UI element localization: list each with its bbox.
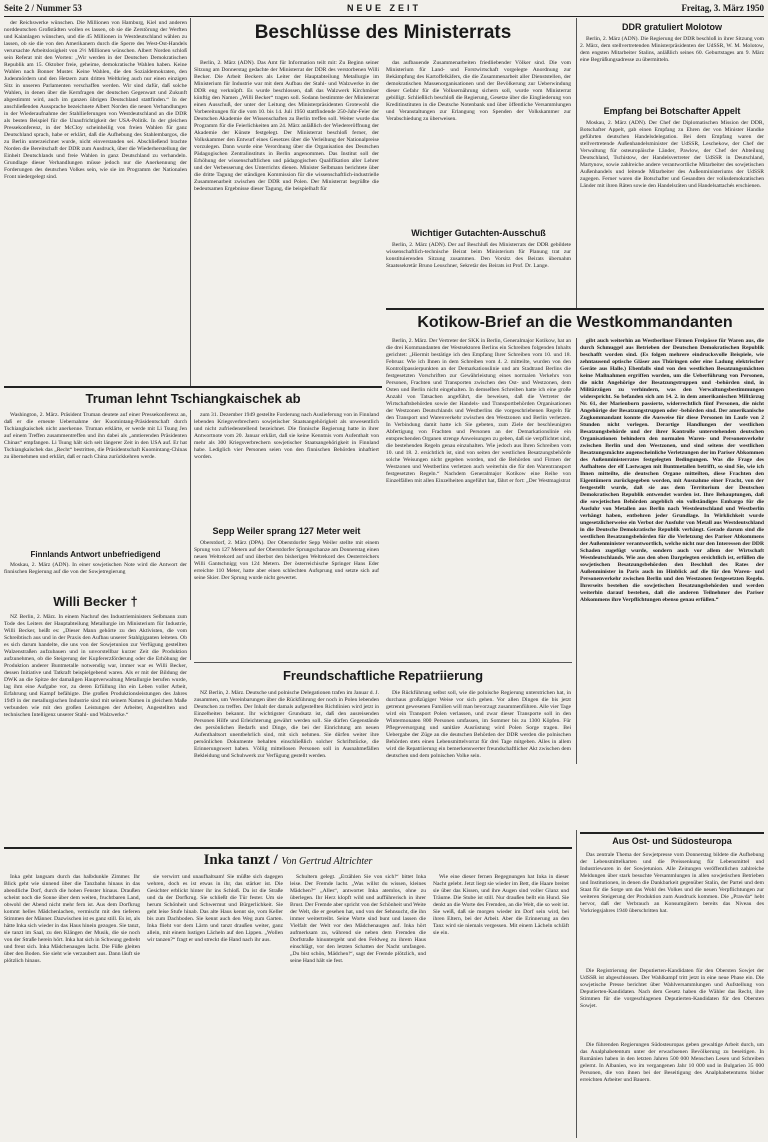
headline-inka: Inka tanzt / Von Gertrud Altrichter: [203, 852, 373, 868]
article-sepp-weiler: Oberstdorf, 2. März (DPA). Der Oberstdorfer Sepp Weiler stellte mit einem Sprung von 127 Metern auf der Oberstdorfer Sprungschanze am Donnerstag einen neuen Weltrekord auf und überbot den bisherigen Weltrekord des Oesterreichers Willi Gantschnigg von 124 Metern. Der österreichische Springer Hans Eder erreichte 110 Meter, hatte aber einen schlechten Aufsprung und setzte sich auf seine Skier. Der Sprung wurde nicht gewertet.: [194, 540, 379, 581]
column-divider: [576, 18, 577, 308]
column-divider: [576, 830, 577, 1138]
headline-truman: Truman lehnt Tschiangkaischek ab: [85, 391, 301, 406]
column-divider: [190, 410, 191, 660]
story-inka-col1: Inka geht langsam durch das halbdunkle Zimmer. Ihr Blick geht wie sinnend über die Tanzbahn hinaus in das abendliche Dorf, durch die hohen Fenster hinaus. Draußen scheint noch die Sonne über dem weiten, fruchtbaren Land, obwohl der Abend nicht mehr fern ist. Aus dem Dorfkrug kommt helles Mädchenlachen, vermischt mit den tieferen Stimmen der Männer. Dazwischen ist es ganz still. Es ist, als hätte Inka sich wieder in das Haus hinein gezogen. Sie tanzt, sie tanzt im Saal, zu den Klängen der Musik, die sie noch von der Straße herein hört. Inka hat sich in Schwung gedreht und freut sich. Inka Mädchenaugen lacht. Die Füße gleiten über den Boden. Sie sieht wie verzaubert aus. Dann läuft sie plötzlich hinaus.: [4, 874, 140, 964]
section-rule: [4, 386, 382, 388]
headline-molotow: DDR gratuliert Molotow: [622, 22, 722, 32]
issue-date: Freitag, 3. März 1950: [681, 3, 764, 13]
headline-becker: Willi Becker †: [53, 594, 138, 609]
headline-gutachten: Wichtiger Gutachten-Ausschuß: [411, 228, 546, 238]
story-inka-col4: Wie eine dieser fernen Begegnungen hat Inka in dieser Nacht gelebt. Jetzt liegt sie wieder im Bett, die Haare breitet sie über das Kissen, und ihre Augen sind voller Glanz und Träume. Die Stube ist still. Nur draußen bellt ein Hund. Sie denkt an die Worte des Fremden, an die Welt, die so weit ist. Sie weiß, daß sie morgen wieder im Dorf sein wird, bei ihren Eltern, bei der Arbeit. Aber die Erinnerung an den Tanz wird sie niemals vergessen. Mit einem Lächeln schläft sie ein.: [433, 874, 569, 936]
article-ministerrat-col1: Berlin, 2. März (ADN). Das Amt für Information teilt mit: Zu Beginn seiner Sitzung am Donnerstag gedachte der Ministerrat der DDR des verstorbenen Willi Becker. Die Arbeit Beckers als Leiter der Hauptabteilung Metallurgie im Ministerium für Industrie war mit dem Aufbau der Stahl- und Walzwerke in der DDR eng verknüpft. Es wurde beschlossen, daß das Walzwerk Kirchmöser künftig den Namen „Willi Becker“ tragen soll. Sodann bestimmte der Ministerrat einen Ausschuß, der unter der Leitung des Ministerpräsidenten Grotewohl die Vorbereitungen für die vom 10. bis 14. Juli 1950 stattfindende 250-Jahr-Feier der Deutschen Akademie der Wissenschaften zu Berlin treffen soll. Weiter wurde das Programm für die Feierlichkeiten am 24. März anläßlich der Wiedereröffnung der Akademie der Künste festgelegt. Der Ministerrat beschloß ferner, der Volkskammer den Entwurf eines Gesetzes über die Verleihung der Nationalpreise vorzulegen. Dann wurde eine Verordnung über die Organisation des Deutschen Pädagogischen Zentralinstituts in Berlin angenommen. Das Institut soll der Erhöhung der wissenschaftlichen und pädagogischen Qualifikation aller Lehrer und der Verbesserung des Unterrichts dienen. Minister Selbmann berichtete über die dritte Tagung der ständigen Kommission für die wissenschaftlich-industrielle Zusammenarbeit zwischen der DDR und Polen. Der Ministerrat begrüßte die bedeutsamen Ergebnisse dieser Tagung, die beispielhaft für: [194, 60, 379, 192]
article-gutachten: Berlin, 2. März (ADN). Der auf Beschluß des Ministerrats der DDR gebildete wissenschaftlich-technische Beirat beim Ministerium für Planung trat zur konstituierenden Sitzung zusammen. Den Vorsitz des Beirats übernahm Staatssekretär Bruno Leuschner, Sekretär des Beirats ist Prof. Dr. Lange.: [386, 242, 571, 269]
page-number: Seite 2 / Nummer 53: [4, 3, 82, 13]
newspaper-page: [4, 2, 764, 1140]
article-osteuropa-1: Das zentrale Thema der Sowjetpresse vom Donnerstag bildete die Aufhebung der Lebensmittelkarten und die Preissenkung für Lebensmittel und Industriewaren in der Sowjetunion. Alle Zeitungen veröffentlichen zahlreiche Meldungen über stark besuchte Versammlungen in allen sowjetischen Betrieben und Institutionen, in denen die Dankbarkeit gegenüber Stalin, der Partei und dem Staat für die Sorge um das Wohl des Volkes und die neuen Verpflichtungen zur weiteren Steigerung der Produktion zum Ausdruck kommen. Die „Prawda“ hebt hervor, daß der Verbrauch an Konsumgütern bereits das Niveau des Vorkriegsjahres 1940 überschritten hat.: [580, 852, 764, 914]
section-rule: [194, 662, 572, 663]
masthead: [4, 2, 764, 17]
article-norden: der Reichswerke wünschen. Die Millionen von Hamburg, Kiel und anderen norddeutschen Großstädten wollen es lassen, ob sie die Zerstörung der Werften und Kaianlagen wünschen, und die 45 Millionen in Westdeutschland wählen zu lassen, ob sie die von den Amerikanern durch die Sperre des West-Ost-Handels verursachte Arbeitslosigkeit von 2½ Millionen wünschen. Albert Norden schloß sein Referat mit den Worten: „Wir werden in der Deutschen Demokratischen Republik am 15. Oktober freie, geheime, demokratische Wahlen haben. Keine Wahlen nach Bonner Muster. Keine Wahlen, die den Sozialdemokraten, den Judenmördern und den Hetzern zum dritten Weltkrieg auch nur einen einzigen Sitz in unseren Parlamenten verschaffen werden. Wir sind dafür, daß solche Wahlen, in denen über die Kernfragen der deutschen Gegenwart und Zukunft abgestimmt wird, auch im ganzen übrigen Deutschland stattfinden.“ In der anschließenden Aussprache bezeichnete Albert Norden die neuen Verhandlungen in der Wiederaufnahme der Stahllieferungen von Westdeutschland an die DDR als besten Beispiel für die Unaufrichtigkeit der USA-Politik. In der gleichen Pressekonferenz, in der McCloy scheinheilig von freien Wahlen für ganz Deutschland sprach, habe er erklärt, daß die Aufhebung des Stahlembargos, die zu Berlin unterzeichnet wurde, nicht einverstanden sei. Abschließend brachte Norden die Bereitschaft der DDR zum Ausdruck, über die Wiederherstellung der Einheit Deutschlands und freie Wahlen in ganz Deutschland zu verhandeln. Grundlage dieser Verhandlungen müsse jedoch nur die Anerkennung der Forderungen des deutschen Volkes sein, wie sie im Programm der Nationalen Front niedergelegt sind.: [4, 20, 187, 180]
article-becker: NZ Berlin, 2. März. In einem Nachruf des Industrieministers Selbmann zum Tode des Leiters der Hauptabteilung Metallurgie im Ministerium für Industrie, Willi Becker, heißt es: „Dieser Mann gehörte zu den Aktivisten, die vom Schreibtisch aus und in der Praxis den Aufbau unserer Stahlgiganten leiteten. Ob es sich darum handelte, die uns von der Sowjetunion zur Verfügung gestellten Walzenstraßen aufzubauen und in unvorstellbar kurzer Zeit die Produktion aufzunehmen, ob die Steigerung der Kupfererzförderung oder die Erhöhung der Produktion anderer Buntmetalle notwendig war, immer war es Willi Becker, dessen Initiative und Tatkraft beispielgebend waren. Als er mit der Bildung der DWK an die Spitze der damaligen Hauptverwaltung Metallurgie berufen wurde, lag ihm eine Aufgabe vor, zu deren Erfüllung ihn ein Leben voller Arbeit, Erfahrung und Kampf befähigte. Die großen Produktionsleistungen des Jahres 1949 in der metallurgischen Industrie sind mit seinem Namen in gleichem Maße verbunden wie mit den großen Leistungen der Arbeiter, Angestellten und technischen Intelligenz unserer Stahl- und Walzwerke.“: [4, 614, 187, 718]
headline-finnland: Finnlands Antwort unbefriedigend: [30, 550, 161, 559]
article-repatriierung-col2: Die Rückführung selbst soll, wie die polnische Regierung unterstrichen hat, in durchaus großzügiger Weise vor sich gehen. Vor allen Dingen die bis jetzt getrennt gewesenen Familien will man bevorzugt zusammenführen. Alle vier Tage wird ein Transport Polen verlassen, und zwar dieser Transporte soll in den Wintermonaten 800 Personen umfassen, im Sommer bis zu 1300 Köpfen. Für Pflegeversorgung und sanitäre Ausrüstung wird Polen Sorge tragen. Bei Uebergabe der Züge an die deutschen Behörden der DDR werden die polnischen Behörden stets einen Lebensmittelvorrat für drei Tage mitgeben. Alles in allem wird die Repatriierung ein bemerkenswerter freundschaftlicher Akt zwischen dem deutschen und dem polnischen Volke sein.: [386, 690, 571, 759]
story-inka-col2: sie verwirrt und unaufhaltsam! Sie müßte sich dagegen wehren, doch es ist etwas in ihr, das stärker ist. Die Gesichter erblickt hinter ihr ins Schloß. Da ist die Straße und da der Dorfkrug. Sie schließt die Tür fester. Um sie herum Schönheit und Schwermut und Bürgerlichkeit. Sie geht leise Stufe hinab. Das alte Haus kennt sie, vom Keller bis zum Dachboden. Sie kennt auch den Weg zum Garten. Inka flieht vor dem Lärm und tanzt draußen weiter, ganz allein, mit einem lustigen Lächeln auf den Lippen. „Wollen wir tanzen?“ fragt er und streckt die Hand nach ihr aus.: [147, 874, 283, 943]
newspaper-name: NEUE ZEIT: [346, 3, 421, 13]
article-kotikow-col2: gibt auch weiterhin an Westberliner Firmen Freipässe für Waren aus, die durch Schmuggel aus Betrieben der Deutschen Demokratischen Republik beschafft worden sind. (Es folgen mehrere eindrucksvolle Beispiele, wie zehntausend optische Gläser aus Thüringen oder eine Ladung elektrischer Geräte aus Halle.) Ebenfalls sind von den westlichen Besatzungsmächten keine Maßnahmen ergriffen worden, um die Ueberführung von Personen, die nicht Angehörige der Besatzungstruppen und -behörden sind, in Militärzügen zu verhindern, was den Verwaltungsbestimmungen widerspricht. So befanden sich am 14. 2. in dem amerikanischen Militärzug Nr. 61, der Marienborn passierte, widerrechtlich fünf Personen, die nicht Angehörige der Besatzungstruppen oder -behörden sind. Der amerikanische Zugkommandant konnte die Ausweise für diese Personen im Laufe von 2 Stunden nicht vorlegen. Derartige Handlungen der westlichen Besatzungsbehörde und der ihrer Kontrolle unterstehenden deutschen Organisationen behindern den normalen Waren- und Personenverkehr zwischen Berlin und den Westzonen, und sind seitens der westlichen Besatzungsmächte augenscheinliche Verletzungen der im Pariser Abkommen des Außenministerrates festgelegten Bedingungen. Was die Frage des Aufhaltens der elf Lastwagen mit Buntmetallen betrifft, so sind Sie, wie ich Ihnen mitteilte, die deutschen Organe mitteilten, diese Frachten den Eigentümern zurückgegeben worden, mit Ausnahme einer Fracht, von der festgestellt wurde, daß sie aus dem Territorium der Deutschen Demokratischen Republik entwendet worden ist. Ihre Behauptungen, daß die sowjetischen Behörden angeblich ein vollständiges Embargo für die Ausfuhr von Metallen aus Berlin nach Westdeutschland und Westberlin verhängt haben, entbehren jeder Grundlage. In Wirklichkeit wurde ungesetzlicherweise ein Verbot der Ausfuhr von Metall aus Westdeutschland in die Deutsche Demokratische Republik verhängt. Gerade darum sind die westlichen Besatzungsbehörden für die Verletzung des Pariser Abkommens der Außenminister verantwortlich, welche nicht nur den Interessen der DDR Schaden zugefügt wurde, sondern auch vor allem der Wirtschaft Westdeutschlands. Wie aus den oben Dargelegten ersichtlich ist, erfüllen die sowjetischen Besatzungsbehörden den Beschluß des Rates der Außenminister in Paris auch im Hinblick auf die für den Waren- und Personenverkehr zwischen Berlin und den Westzonen festgesetzten Regeln. Ihrerseits bestehen die sowjetischen Besatzungsbehörden und werden weiterhin darauf bestehen, daß die anderen Teilnehmer des Pariser Abkommens ihre Verpflichtungen ebenso genau erfüllen.“: [580, 338, 764, 603]
article-kotikow-col1: Berlin, 2. März. Der Vertreter der SKK in Berlin, Generalmajor Kotikow, hat an die drei Kommandanten der Westsektoren Berlins ein Schreiben folgenden Inhalts gerichtet: „Hiermit bestätige ich den Empfang Ihrer Schreiben vom 10. und 18. Februar. Wie ich Ihnen in dem Schreiben vom 4. 2. mitteilte, wurden von den Kontrollpassierpunkten an der Demarkationslinie und am Stadtrand Berlins die festgesetzten Vorschriften zur Gewährleistung eines normalen Verkehrs von Personen, Frachten und Transporten zwischen den Ost- und Westzonen, dem Osten und Berlin nicht eingehalten. In demselben Schreiben hatte ich eine große Anzahl von Tatsachen angeführt, die beweisen, daß die Vertreter der Wirtschaftsbehörden sowie der Handels- und Transportbehörden Organisationen der Westzonen Deutschlands und Westberlins die vorgeschriebenen Regeln für den Transport und Warenverkehr zwischen den Westzonen und Berlin verletzen. In Verbindung damit hatte ich Sie gebeten, zum Ziele der beschleunigten Abfertigung von Frachten und Personen an der Demarkationslinie ein entsprechenden Organen strenge Anweisungen zu geben, daß sie verpflichtet sind, die bestehenden Regeln genau einzuhalten. Wie jedoch aus Ihren Schreiben vom 10. und 18. 2. ersichtlich ist, sind von seiten der westlichen Besatzungsbehörde solche Weisungen nicht gegeben worden, und die Behörden und Firmen der Westzonen und Westberlins verletzen auch weiterhin die für den Warentransport festgesetzten Regeln.“ Nachdem Generalmajor Kotikow eine Reihe von Einzelfällen mit allen Einzelheiten angeführt hat, fährt er fort: „Der Westmagistrat: [386, 338, 571, 484]
headline-osteuropa: Aus Ost- und Südosteuropa: [612, 836, 732, 846]
article-truman-col1: Washington, 2. März. Präsident Truman deutete auf einer Pressekonferenz an, daß er die erneute Uebernahme der Kuomintang-Präsidentschaft durch Tschiangkaischek nicht anerkenne. Truman erklärte, er werde mit Li Tsung Jen auf einem Treffen zusammentreffen und ihn dabei als „amtierenden Präsidenten Chinas“ empfangen. Li Tsung hält sich seit längerer Zeit in den USA auf. Er hat Tschiangkaischek das „Recht“ bestritten, die Präsidentschaft Kuomintang-Chinas zu übernehmen und erklärt, daß er nach China zurückkehren werde.: [4, 412, 187, 460]
column-divider: [576, 338, 577, 764]
story-inka-col3: Schultern gelegt. „Erzählen Sie von sich!“ bittet Inka leise. Der Fremde lacht. „Was willst du wissen, kleines Mädchen?“ „Alles“, antwortet Inka atemlos, ohne zu überlegen. Ihr Herz klopft wild und aufführerisch in ihrer Brust. Der Fremde aber spricht von der Schönheit und Weite der Welt, die er gesehen hat, und von der Sehnsucht, die ihn immer weitertreibt. Seine Worte sind bunt und lassen die Vielfalt der Welt vor den Mädchenaugen auf. Inka hört aufmerksam zu, während sie neben dem Fremden die Dorfstraße hinuntergeht und den Feldweg zu ihrem Haus einschlägt, vor den letzten Schatten der Nacht umfangen. „Du bist schön, Mädchen!“, sagt der Fremde plötzlich, und seine Hand hält sie fest.: [290, 874, 426, 964]
headline-repatriierung: Freundschaftliche Repatriierung: [282, 668, 484, 683]
article-repatriierung-col1: NZ Berlin, 2. März. Deutsche und polnische Delegationen trafen im Januar d. J. zusammen, um Vereinbarungen über die Rückführung der noch in Polen lebenden Deutschen zu treffen. Der Inhalt der damals aufgestellten Richtlinien wird jetzt in Einzelheiten bekannt. Ihr wichtigster Grundsatz ist, daß den ausreisenden Personen Hilfe und Erleichterung gewährt werden soll. Sie dürfen Gegenstände des persönlichen Bedarfs und Dinge, die bei der Einrichtung am neuen Aufenthaltsort unentbehrlich sind, mit sich nehmen. Sie dürfen weiter ihre persönlichen Dokumente behalten einschließlich solcher Schriftstücke, die Erinnerungswert haben. Völlig mittellosen Personen soll in Ausnahmefällen Bekleidung und Schuhwerk zur Verfügung gestellt werden.: [194, 690, 379, 759]
section-rule: [4, 847, 572, 849]
headline-sepp-weiler: Sepp Weiler sprang 127 Meter weit: [212, 526, 361, 536]
section-rule: [386, 308, 764, 310]
author-name: Von Gertrud Altrichter: [281, 856, 373, 867]
section-rule: [580, 832, 764, 834]
headline-ministerrat: Beschlüsse des Ministerrats: [254, 22, 512, 43]
article-truman-col2: zum 31. Dezember 1949 gestellte Forderung nach Auslieferung von in Finnland lebenden Kriegsverbrechern sowjetischer Staatsangehörigkeit als unwesentlich und nicht zufriedenstellend bezeichnet. Die finnische Regierung hatte in ihrer Antwortnote vom 20. Januar erklärt, daß sie keine Kenntnis vom Aufenthalt von mehr als 300 Kriegsverbrechern sowjetischer Staatsangehörigkeit in Finnland habe. Lediglich vier Personen seien von den finnischen Behörden inhaftiert worden.: [194, 412, 379, 460]
article-ministerrat-col2: das aufbauende Zusammenarbeiten friedliebender Völker sind. Die vom Ministerium für Land- und Forstwirtschaft vorgelegte Anordnung zur Bekämpfung des Kartoffelkäfers, die die Zusammenarbeit aller Dienststellen, der demokratischen Massenorganisationen und der Bevölkerung zur Ueberwindung dieser Gefahr für die Volksernährung sichern soll, wurde vom Ministerrat gebilligt. Schließlich beschloß die Regierung, Gesetze über die Eingliederung von Kreditinstituten in die Deutsche Notenbank und über öffentliche Versammlungen und Veranstaltungen zur Erlangung von Spenden der Volkskammer zur Verabschiedung zu überweisen.: [386, 60, 571, 122]
article-osteuropa-2: Die Registrierung der Deputierten-Kandidaten für den Obersten Sowjet der UdSSR ist abgeschlossen. Der Wahlkampf tritt jetzt in eine neue Phase ein. Die sowjetische Presse berichtet über Wahlversammlungen und Aufstellung von Deputierten-Kandidaten. Nach dem Gesetz haben die Wähler das Recht, ihre Stimmen für die vorgeschlagenen Deputierten-Kandidaten für den Obersten Sowjet.: [580, 968, 764, 1009]
headline-kotikow: Kotikow-Brief an die Westkommandanten: [417, 314, 733, 331]
article-finnland: Moskau, 2. März (ADN). In einer sowjetischen Note wird die Antwort der finnischen Regierung auf die von der Sowjetregierung: [4, 562, 187, 575]
article-molotow: Berlin, 2. März (ADN). Die Regierung der DDR beschloß in ihrer Sitzung vom 2. März, dem stellvertretenden Ministerpräsidenten der UdSSR, W. M. Molotow, dem engsten Mitarbeiter Stalins, anläßlich seines 60. Geburtstages am 9. März eine Begrüßungsadresse zu übermitteln.: [580, 36, 764, 63]
article-osteuropa-3: Die führenden Regierungen Südosteuropas geben gewaltige Arbeit durch, um das Analphabetentum unter der erwachsenen Bevölkerung zu beseitigen. In Rumänien haben in den letzten Jahren 500 000 Menschen Lesen und Schreiben gelernt. In Albanien, wo im vergangenen Jahr 10 000 und in Bulgarien 35 000 Personen, die von ihnen bei der Beseitigung des Analphabetentums bisher erreichten Arbeiter und Bauern.: [580, 1042, 764, 1083]
column-divider: [190, 18, 191, 388]
headline-appelt: Empfang bei Botschafter Appelt: [603, 106, 741, 116]
article-appelt: Moskau, 2. März (ADN). Der Chef der Diplomatischen Mission der DDR, Botschafter Appelt, gab einen Empfang zu Ehren der von Minister Handke geführten deutschen Handelsdelegation. Bei dem Empfang waren der stellvertretende Außenhandelsminister der UdSSR, Leschekow, der Chef der Verwaltung für osteuropäische Länder, Pawlow, der Chef der Abteilung Deutschland, Tschistow, der Handelsvertreter der UdSSR in Deutschland, Martynow, sowie zahlreiche andere verantwortliche Mitarbeiter des sowjetischen Außenhandels und leitende Mitarbeiter des Außenministeriums der UdSSR zugegen. Ferner waren die Botschafter und Gesandten der volksdemokratischen Länder mit ihren Räten sowie den Handelsräten und Handelsattachés erschienen.: [580, 120, 764, 189]
